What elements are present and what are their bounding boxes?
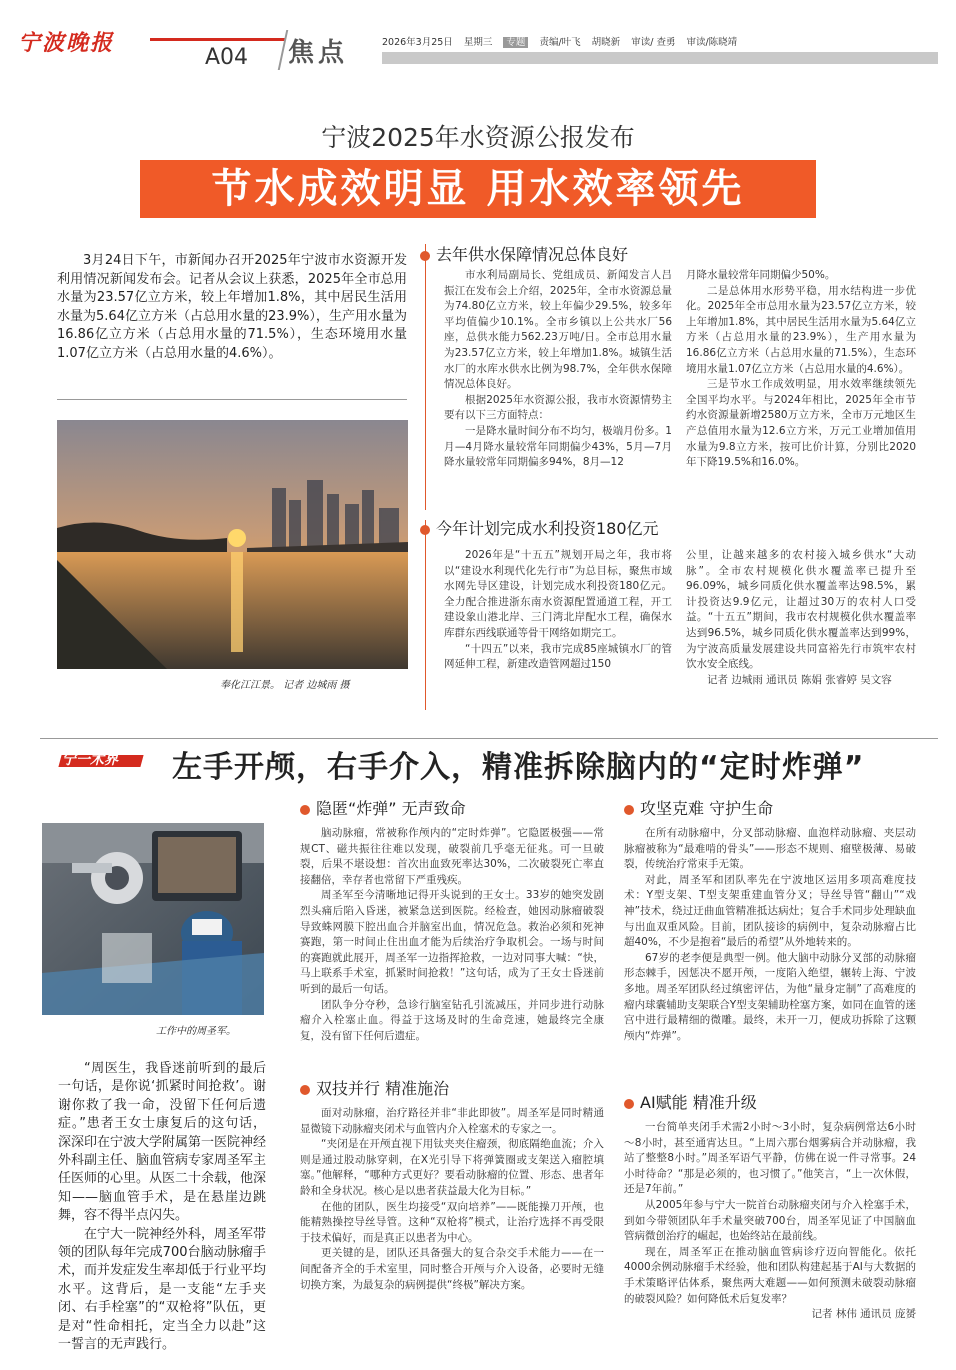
paragraph: 月降水量较常年同期偏少50%。: [686, 269, 836, 281]
paragraph: 一是降水量时间分布不均匀，极端月份多。1月—4月降水量较常年同期偏少43%，5月—7月降水量较常年同期偏多94%，8月—12: [444, 424, 672, 469]
paragraph: “夹闭是在开颅直视下用钛夹夹住瘤颈，彻底隔绝血流；介入则是通过股动脉穿刺，在X光引导下将弹簧圈或支架送入瘤腔填塞。”他解释，“哪种方式更好？要看动脉瘤的位置、形态、患者年龄和全身状况。核心是以患者获益最大化为目标。”: [300, 1138, 604, 1197]
section2-column-left: [444, 548, 672, 673]
bullet-dot-icon: [624, 1099, 634, 1109]
bullet-dot-icon: [420, 251, 430, 261]
story2-sec3-title: 攻坚克难 守护生命: [624, 796, 773, 819]
story-divider: [40, 738, 938, 739]
story2-sec2-body: [300, 1106, 604, 1293]
bullet-dot-icon: [420, 525, 430, 535]
photo1-caption: 奉化江江景。 记者 边城雨 摄: [220, 680, 350, 691]
section1-title: 去年供水保障情况总体良好: [420, 242, 628, 265]
newspaper-logo: 宁波晚报: [18, 30, 115, 56]
paragraph: 三是节水工作成效明显，用水效率继续领先全国平均水平。与2024年相比，2025年全市节约水资源量新增2580万立方米，全市万元地区生产总值用水量为12.6立方米，万元工业增加值用水量为9.8立方米，按可比价计算，分别比2020年下降19.5%和16.0%。: [686, 378, 916, 469]
river-sunset-photo: [57, 420, 408, 669]
story1-headline: 节水成效明显 用水效率领先: [211, 166, 745, 212]
paragraph: “周医生，我昏迷前听到的最后一句话，是你说‘抓紧时间抢救’。谢谢你救了我一命，没留下任何后遗症。”患者王女士康复后的这句话，深深印在宁波大学附属第一医院神经外科副主任、脑血管病专家周圣军主任医师的心里。从医二十余载，他深知——脑血管手术，是在悬崖边跳舞，容不得半点闪失。: [58, 1061, 267, 1224]
section2-column-right: [686, 548, 916, 688]
byline: 记者 边城雨 通讯员 陈娟 张睿婷 吴文容: [707, 673, 892, 686]
story2-sec4-title: AI赋能 精准升级: [624, 1090, 757, 1113]
paragraph: 面对动脉瘤，治疗路径并非“非此即彼”。周圣军是同时精通显微镜下动脉瘤夹闭术与血管内介入栓塞术的专家之一。: [300, 1107, 604, 1135]
section1-column-right: [686, 268, 916, 471]
paragraph: 一台简单夹闭手术需2小时～3小时，复杂病例常达6小时～8小时，甚至通宵达旦。“上周六那台烟雾病合并动脉瘤，我站了整整8小时。”周圣军语气平静，仿佛在说一件寻常事。24小时待命？“那是必须的，也习惯了。”他笑言，“上一次休假，还是7年前。”: [624, 1121, 916, 1196]
bullet-dot-icon: [624, 805, 634, 815]
paragraph: 公里，让越来越多的农村接入城乡供水“大动脉”。全市农村规模化供水覆盖率已提升至96.09%，城乡同质化供水覆盖率达98.5%，累计投资达9.9亿元，让超过30万的农村人口受益。“十五五”期间，我市农村规模化供水覆盖率达到96.5%，城乡同质化供水覆盖率达到99%，为宁波高质量发展建设共同富裕先行市筑牢农村饮水安全底线。: [686, 549, 916, 671]
paragraph: 67岁的老李便是典型一例。他大脑中动脉分叉部的动脉瘤形态棘手，因惩决不愿开颅，一度陷入绝望，辗转上海、宁波多地。周圣军团队经过缜密评估，为他“量身定制”了高难度的瘤内球囊辅助支架联合Y型支架辅助栓塞方案，如同在血管的迷宫中进行最精细的微雕。最终，未开一刀，便成功拆除了这颗颅内“炸弹”。: [624, 951, 916, 1042]
story1-kicker: 宁波2025年水资源公报发布: [321, 123, 635, 152]
bullet-dot-icon: [300, 805, 310, 815]
paragraph: 根据2025年水资源公报，我市水资源情势主要有以下三方面特点：: [444, 393, 672, 422]
issue-weekday: 星期三: [463, 37, 493, 48]
page-number: A04: [205, 45, 249, 70]
masthead-divider: [278, 30, 289, 70]
issue-designer: 胡晓新: [591, 37, 621, 48]
story2-headline: 左手开颅，右手介入，精准拆除脑内的“定时炸弹”: [172, 750, 865, 785]
story2-sec2-title: 双技并行 精准施治: [300, 1076, 449, 1099]
paragraph: 2026年是“十五五”规划开局之年，我市将以“建设水利现代化先行市”为总目标，聚焦市域水网先导区建设，计划完成水利投资180亿元。全力配合推进浙东南水资源配置通道工程，开工建设象山港北岸、三门湾北岸配水工程，确保水库群东西线联通等骨干网络如期完工。: [444, 549, 672, 639]
issue-date: 2026年3月25日: [382, 37, 453, 48]
paragraph: 在他的团队，医生均接受“双向培养”——既能操刀开颅，也能精熟操控导丝导管。这种“双枪将”模式，让治疗选择不再受限于技术偏好，而是真正以患者为中心。: [300, 1200, 604, 1244]
surgery-photo: [42, 823, 264, 1015]
section2-title: 今年计划完成水利投资180亿元: [420, 516, 659, 539]
section1-accent-line: [425, 244, 426, 510]
paragraph: “十四五”以来，我市完成85座城镇水厂的管网延伸工程，新建改造管网超过150: [444, 642, 672, 671]
story2-sec1-title: 隐匿“炸弹” 无声致命: [300, 796, 466, 819]
paragraph: 二是总体用水形势平稳，用水结构进一步优化。2025年全市总用水量为23.57亿立方米，较上年增加1.8%，其中居民生活用水量为5.64亿立方米（占总用水量的23.9%），生产用水量为16.86亿立方米（占总用水量的71.5%），生态环境用水量1.07亿立方米（占总用水量的4.6%）。: [686, 284, 916, 375]
issue-reviewer: 审读/陈晓靖: [686, 37, 738, 48]
lead-divider: [57, 399, 407, 400]
section2-accent-line: [425, 520, 426, 710]
paragraph: 周圣军至今清晰地记得开头说到的王女士。33岁的她突发剧烈头痛后陷入昏迷，被紧急送到医院。经检查，她因动脉瘤破裂导致蛛网膜下腔出血合并脑室出血，情况危急。救治必须和死神赛跑，第一时间止住出血才能为后续治疗争取机会。一场与时间的赛跑就此展开，周圣军一边指挥抢救，一边对同事大喊：“快，马上联系手术室，抓紧时间抢救！”这句话，成为了王女士昏迷前听到的最后一句话。: [300, 889, 604, 995]
story2-sec4-body: [624, 1120, 916, 1323]
paragraph: 从2005年参与宁大一院首台动脉瘤夹闭与介入栓塞手术，到如今带领团队年手术量突破700台，周圣军见证了中国脑血管病微创治疗的崛起，也始终站在最前线。: [624, 1198, 916, 1243]
paragraph: 脑动脉瘤，常被称作颅内的“定时炸弹”。它隐匿极强——常规CT、磁共振往往难以发现，破裂前几乎毫无征兆。可一旦破裂，后果不堪设想：首次出血致死率达30%，二次破裂死亡率直接翻倍，幸存者也常留下严重残疾。: [300, 827, 604, 886]
paragraph: 更关键的是，团队还具备强大的复合杂交手术能力——在一间配备齐全的手术室里，同时整合开颅与介入设备，必要时无缝切换方案，为最复杂的病例提供“终极”解决方案。: [300, 1247, 604, 1291]
story1-lead: 3月24日下午，市新闻办召开2025年宁波市水资源开发利用情况新闻发布会。记者从会议上获悉，2025年全市总用水量为23.57亿立方米，较上年增加1.8%，其中居民生活用水量为5.64亿立方米（占总用水量的23.9%），生产用水量为16.86亿立方米（占总用水量的71.5%），生态环境用水量1.07亿立方米（占总用水量的4.6%）。: [57, 253, 407, 361]
section-name: 焦点: [288, 38, 349, 68]
story2-sec3-body: [624, 826, 916, 1044]
paragraph: 在宁大一院神经外科，周圣军带领的团队每年完成700台脑动脉瘤手术，而并发症发生率却低于行业平均水平。这背后，是一支能“左手夹闭、右手栓塞”的“双枪将”队伍，更是对“性命相托，定当全力以赴”这一誓言的无声践行。: [58, 1226, 267, 1353]
issue-meta: [382, 34, 745, 48]
column-brand: [60, 752, 150, 770]
section1-column-left: [444, 268, 672, 471]
issue-proof: 审读/ 查勇: [631, 37, 676, 48]
story2-lead: [58, 1060, 266, 1355]
issue-editor: 责编/叶飞: [539, 37, 581, 48]
paragraph: 对此，周圣军和团队率先在宁波地区运用多项高难度技术：Y型支架、T型支架重建血管分叉；导丝导管“翻山”“戏神”技术，绕过迂曲血管精准抵达病灶；复合手术同步处理缺血与出血双重风险。目前，团队接诊的病例中，复杂动脉瘤占比超40%，不少是抱着“最后的希望”从外地转来的。: [624, 873, 916, 949]
column-brand-text: 宁一术界: [62, 752, 118, 768]
photo2-caption: 工作中的周圣军。: [156, 1026, 236, 1037]
paragraph: 市水利局副局长、党组成员、新闻发言人吕振江在发布会上介绍，2025年，全市水资源总量为74.80亿立方米，较上年偏少29.5%，较多年平均值偏少10.1%。全市乡镇以上公共水厂56座，总供水能力562.23万吨/日。全市总用水量为23.57亿立方米，较上年增加1.8%。城镇生活水厂的水库水供水比例为98.7%，全年供水保障情况总体良好。: [444, 269, 672, 391]
bullet-dot-icon: [300, 1085, 310, 1095]
issue-tag: 专题: [503, 37, 528, 48]
paragraph: 团队争分夺秒，急诊行脑室钻孔引流减压，并同步进行动脉瘤介入栓塞止血。得益于这场及时的生命竞速，她最终完全康复，没有留下任何后遗症。: [300, 998, 604, 1042]
paragraph: 现在，周圣军正在推动脑血管病诊疗迈向智能化。依托4000余例动脉瘤手术经验，他和团队构建起基于AI与大数据的手术策略评估体系，聚焦两大难题——如何预测未破裂动脉瘤的破裂风险？如何降低术后复发率？: [624, 1245, 916, 1305]
story2-sec1-body: [300, 826, 604, 1044]
paragraph: 在所有动脉瘤中，分叉部动脉瘤、血泡样动脉瘤、夹层动脉瘤被称为“最难啃的骨头”——形态不规则、瘤壁极薄、易破裂，传统治疗常束手无策。: [624, 827, 916, 871]
masthead-gray-bar: [382, 52, 938, 64]
byline: 记者 林伟 通讯员 庞赟: [811, 1308, 916, 1321]
masthead-rule: [150, 38, 285, 41]
